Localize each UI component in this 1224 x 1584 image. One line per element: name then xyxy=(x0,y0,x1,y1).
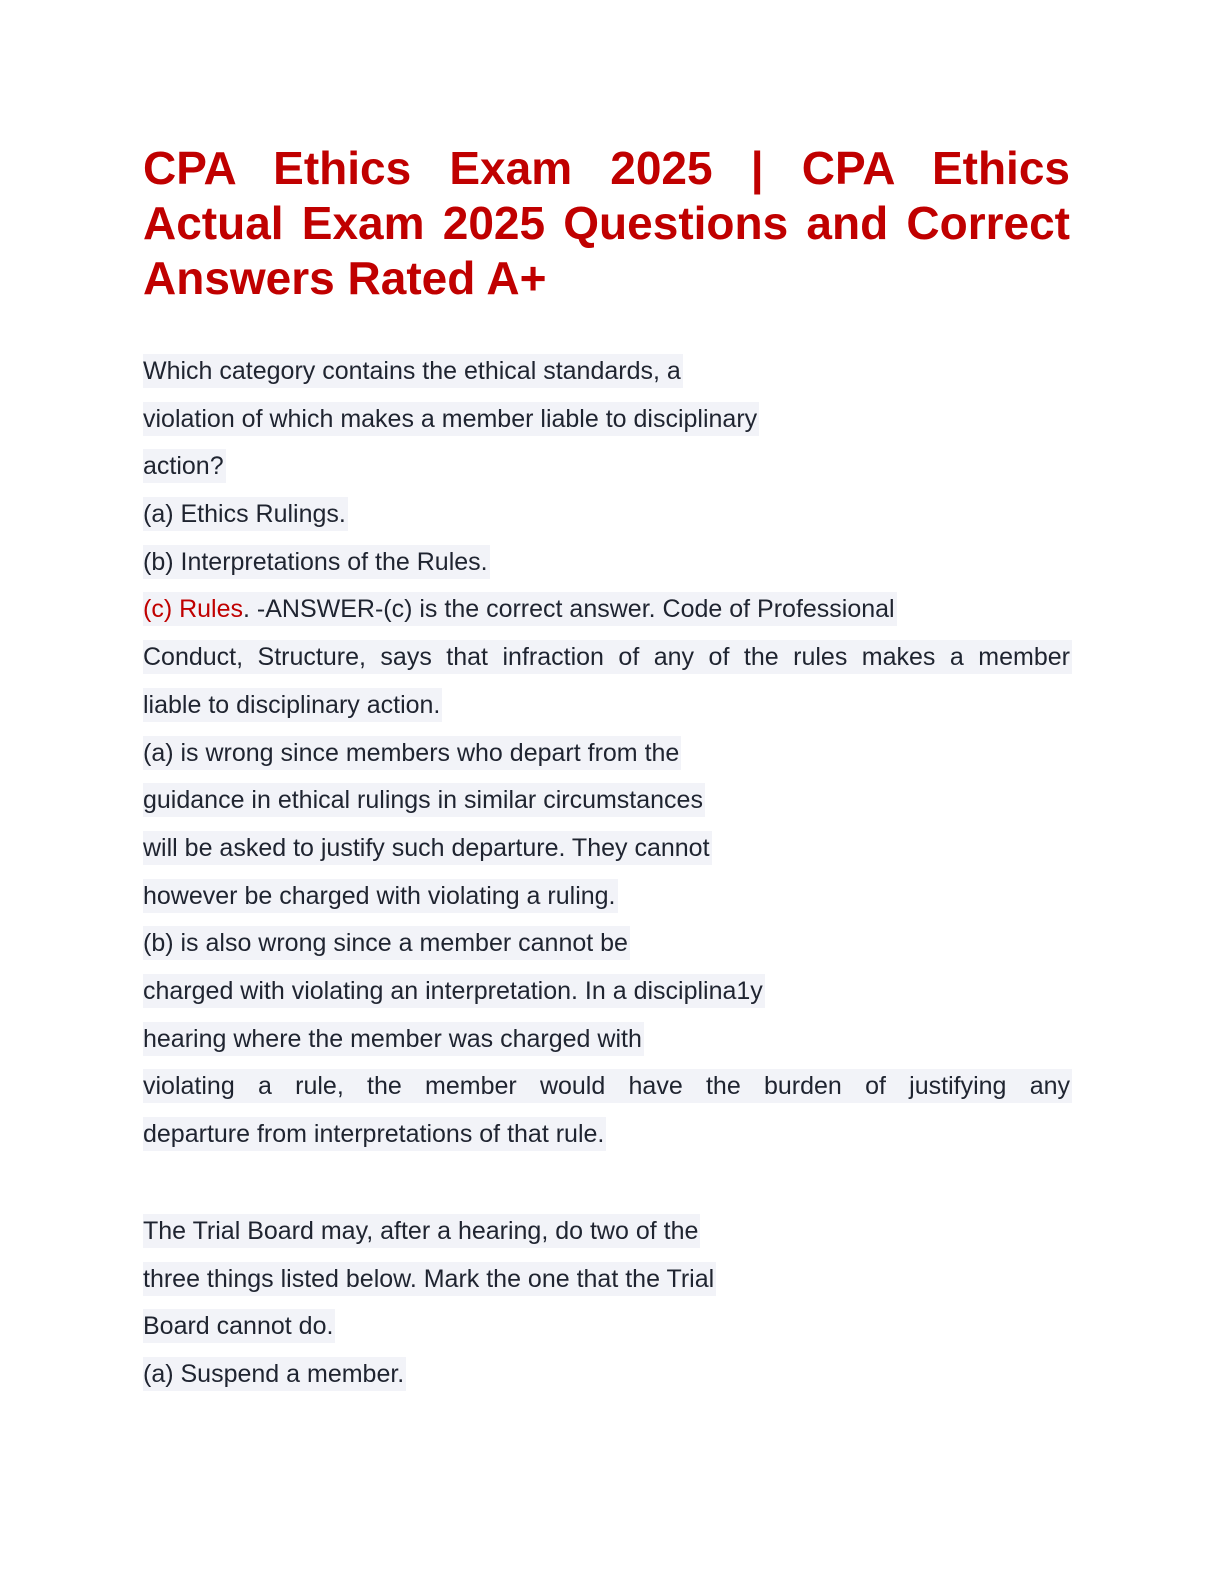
title-line-2: Actual Exam 2025 Questions and Correct xyxy=(143,197,1070,249)
question-2-block xyxy=(143,1214,1070,1405)
question-line: violation of which makes a member liable to disciplinary xyxy=(143,402,1070,450)
answer-text: . -ANSWER-(c) is the correct answer. Code of Professional xyxy=(243,595,895,624)
correct-option: (c) Rules xyxy=(143,595,244,624)
question-line: Board cannot do. xyxy=(143,1309,1070,1357)
explanation-line: violating a rule, the member would have the burden of justifying any xyxy=(143,1069,1070,1117)
explanation-line: departure from interpretations of that rule. xyxy=(143,1117,1070,1165)
option-a: (a) Ethics Rulings. xyxy=(143,497,1070,545)
explanation-line: hearing where the member was charged with xyxy=(143,1022,1070,1070)
question-line: three things listed below. Mark the one that the Trial xyxy=(143,1262,1070,1310)
question-1-block xyxy=(143,354,1070,1165)
explanation-line: however be charged with violating a ruling. xyxy=(143,879,1070,927)
question-line: action? xyxy=(143,449,1070,497)
explanation-line: (a) is wrong since members who depart from the xyxy=(143,736,1070,784)
explanation-line: guidance in ethical rulings in similar circumstances xyxy=(143,783,1070,831)
explanation-line: charged with violating an interpretation. In a disciplina1y xyxy=(143,974,1070,1022)
option-b: (b) Interpretations of the Rules. xyxy=(143,545,1070,593)
document-title xyxy=(143,141,1070,306)
explanation-line: will be asked to justify such departure. They cannot xyxy=(143,831,1070,879)
explanation-line: (b) is also wrong since a member cannot be xyxy=(143,926,1070,974)
option-a: (a) Suspend a member. xyxy=(143,1357,1070,1405)
question-line: The Trial Board may, after a hearing, do two of the xyxy=(143,1214,1070,1262)
explanation-line: liable to disciplinary action. xyxy=(143,688,1070,736)
answer-line xyxy=(143,592,1070,640)
explanation-line: Conduct, Structure, says that infraction of any of the rules makes a member xyxy=(143,640,1070,688)
title-line-3: Answers Rated A+ xyxy=(143,252,547,304)
title-line-1: CPA Ethics Exam 2025 | CPA Ethics xyxy=(143,142,1070,194)
question-line: Which category contains the ethical standards, a xyxy=(143,354,1070,402)
